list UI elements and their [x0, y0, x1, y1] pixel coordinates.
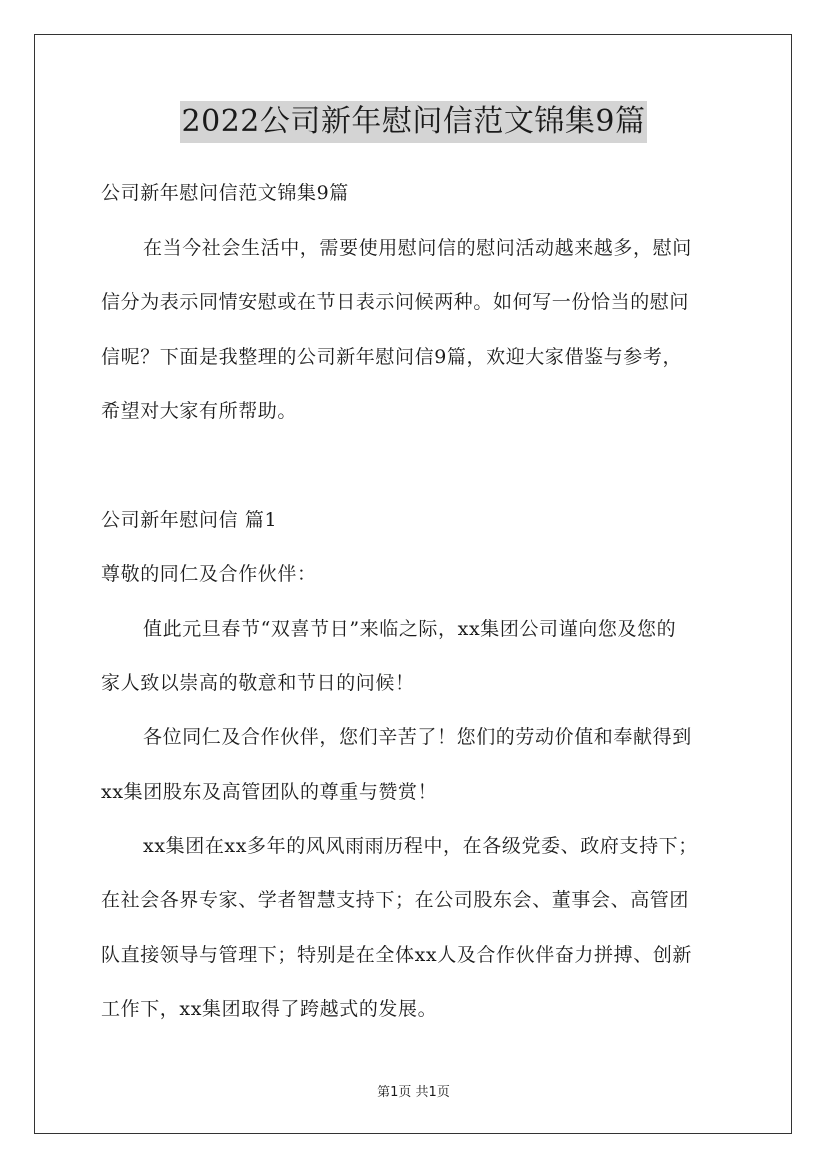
body-paragraph-line: xx集团股东及高管团队的尊重与赞赏！ — [101, 781, 438, 803]
section-heading: 公司新年慰问信 篇1 — [101, 509, 278, 531]
subtitle-line: 公司新年慰问信范文锦集9篇 — [101, 182, 349, 204]
document-title: 2022公司新年慰问信范文锦集9篇 — [180, 101, 648, 143]
page-footer: 第1页 共1页 — [377, 1085, 450, 1100]
salutation: 尊敬的同仁及合作伙伴： — [101, 563, 317, 585]
body-paragraph-line: 值此元旦春节“双喜节日”来临之际，xx集团公司谨向您及您的 — [143, 618, 677, 640]
body-paragraph-line: 工作下，xx集团取得了跨越式的发展。 — [101, 998, 438, 1020]
body-paragraph-line: xx集团在xx多年的风风雨雨历程中，在各级党委、政府支持下； — [143, 835, 698, 857]
title-container — [0, 101, 827, 143]
intro-paragraph-line: 希望对大家有所帮助。 — [101, 400, 298, 422]
intro-paragraph-line: 信呢？下面是我整理的公司新年慰问信9篇，欢迎大家借鉴与参考， — [101, 346, 683, 368]
body-paragraph-line: 家人致以崇高的敬意和节日的问候！ — [101, 672, 415, 694]
body-paragraph-line: 队直接领导与管理下；特别是在全体xx人及合作伙伴奋力拼搏、创新 — [101, 944, 693, 966]
body-paragraph-line: 在社会各界专家、学者智慧支持下；在公司股东会、董事会、高管团 — [101, 889, 690, 911]
body-paragraph-line: 各位同仁及合作伙伴，您们辛苦了！您们的劳动价值和奉献得到 — [143, 726, 692, 748]
intro-paragraph-line: 信分为表示同情安慰或在节日表示问候两种。如何写一份恰当的慰问 — [101, 291, 690, 313]
intro-paragraph-line: 在当今社会生活中，需要使用慰问信的慰问活动越来越多，慰问 — [143, 237, 692, 259]
